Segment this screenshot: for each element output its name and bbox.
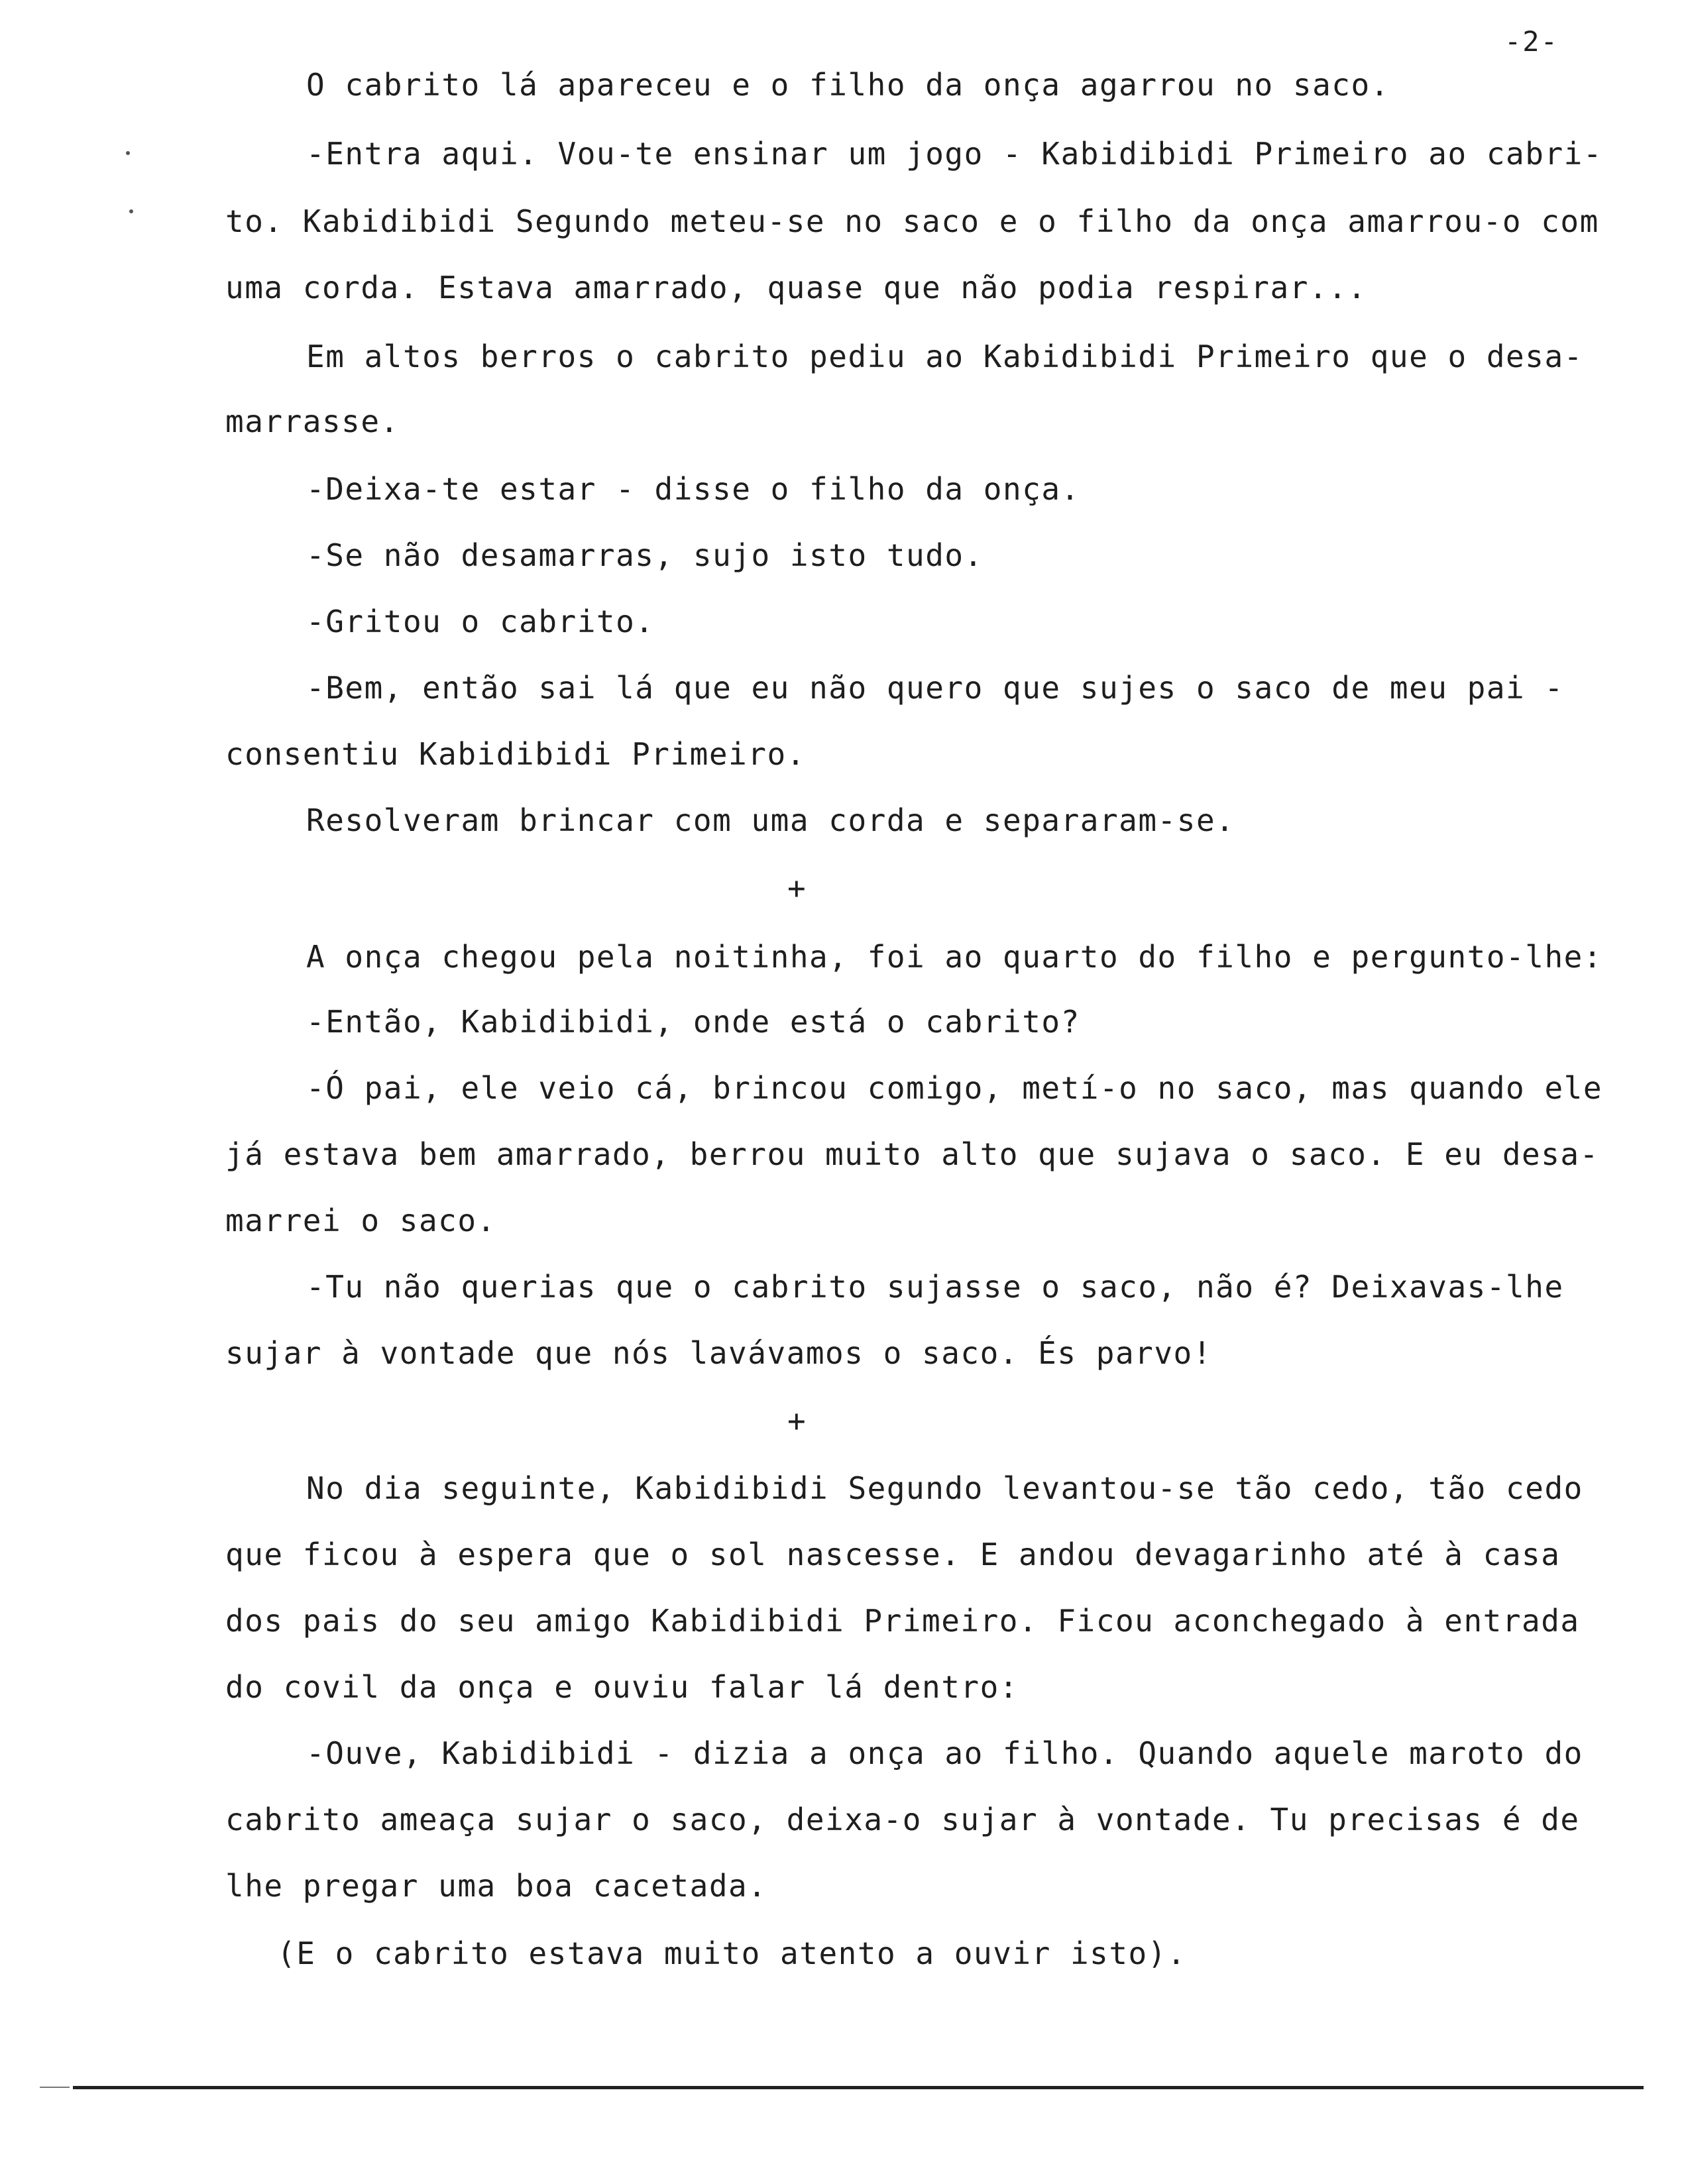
section-separator: + [787, 870, 806, 906]
text-line: uma corda. Estava amarrado, quase que não podia respirar... [225, 270, 1367, 305]
page-number: -2- [1504, 25, 1559, 58]
text-line: já estava bem amarrado, berrou muito alto que sujava o saco. E eu desa- [225, 1136, 1599, 1172]
text-line: que ficou à espera que o sol nascesse. E andou devagarinho até à casa [225, 1537, 1561, 1572]
section-separator: + [787, 1403, 806, 1439]
text-line: O cabrito lá apareceu e o filho da onça agarrou no saco. [306, 67, 1390, 103]
text-line: (E o cabrito estava muito atento a ouvir isto). [277, 1936, 1187, 1971]
text-line: -Entra aqui. Vou-te ensinar um jogo - Kabidibidi Primeiro ao cabri- [306, 136, 1603, 172]
text-line: -Então, Kabidibidi, onde está o cabrito? [306, 1004, 1080, 1040]
text-line: dos pais do seu amigo Kabidibidi Primeiro. Ficou aconchegado à entrada [225, 1603, 1580, 1639]
text-line: -Se não desamarras, sujo isto tudo. [306, 537, 984, 573]
text-line: Em altos berros o cabrito pediu ao Kabidibidi Primeiro que o desa- [306, 339, 1583, 374]
bottom-rule [73, 2086, 1644, 2089]
text-line: Resolveram brincar com uma corda e separaram-se. [306, 802, 1235, 838]
text-line: No dia seguinte, Kabidibidi Segundo levantou-se tão cedo, tão cedo [306, 1470, 1583, 1506]
margin-speck [126, 151, 130, 155]
text-line: marrei o saco. [225, 1203, 496, 1238]
text-line: -Tu não querias que o cabrito sujasse o saco, não é? Deixavas-lhe [306, 1269, 1564, 1305]
text-line: lhe pregar uma boa cacetada. [225, 1868, 767, 1904]
text-line: marrasse. [225, 404, 400, 439]
text-line: -Bem, então sai lá que eu não quero que sujes o saco de meu pai - [306, 670, 1564, 706]
text-line: consentiu Kabidibidi Primeiro. [225, 736, 806, 772]
text-line: do covil da onça e ouviu falar lá dentro: [225, 1669, 1019, 1705]
text-line: to. Kabidibidi Segundo meteu-se no saco e o filho da onça amarrou-o com [225, 203, 1599, 239]
text-line: -Ó pai, ele veio cá, brincou comigo, metí-o no saco, mas quando ele [306, 1070, 1603, 1106]
bottom-rule-tail [40, 2087, 70, 2088]
margin-speck [129, 209, 133, 213]
text-line: -Ouve, Kabidibidi - dizia a onça ao filho. Quando aquele maroto do [306, 1735, 1583, 1771]
text-line: -Gritou o cabrito. [306, 604, 655, 639]
text-line: cabrito ameaça sujar o saco, deixa-o sujar à vontade. Tu precisas é de [225, 1802, 1580, 1837]
text-line: sujar à vontade que nós lavávamos o saco. És parvo! [225, 1335, 1212, 1371]
text-line: A onça chegou pela noitinha, foi ao quarto do filho e pergunto-lhe: [306, 939, 1603, 975]
text-line: -Deixa-te estar - disse o filho da onça. [306, 471, 1080, 507]
